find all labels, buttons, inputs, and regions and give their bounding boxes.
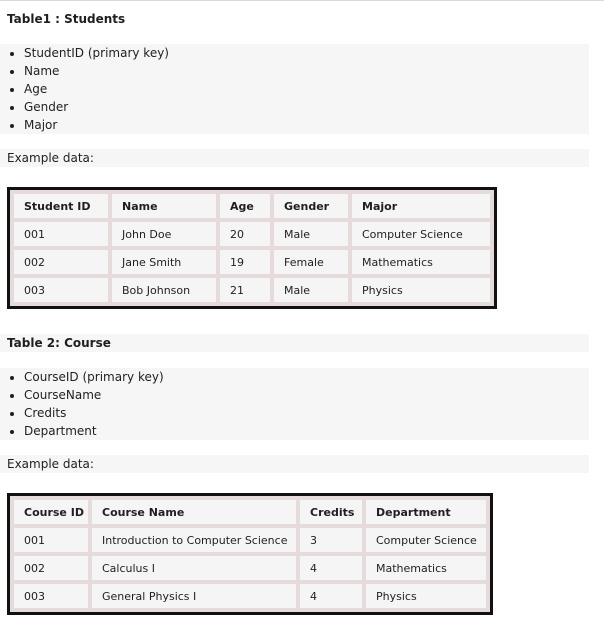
table-cell: Computer Science — [352, 222, 490, 246]
table2-title: Table 2: Course — [7, 336, 111, 350]
table-cell: 4 — [300, 584, 362, 608]
table-cell: John Doe — [112, 222, 216, 246]
table-cell: Male — [274, 278, 348, 302]
table-row — [14, 556, 486, 580]
table-row — [14, 222, 490, 246]
list-item: • Department — [24, 422, 164, 440]
list-item: • Major — [24, 116, 169, 134]
table-header-row — [14, 194, 490, 218]
list-item: • Gender — [24, 98, 169, 116]
top-divider — [0, 0, 604, 1]
table-cell: Jane Smith — [112, 250, 216, 274]
column-header: Age — [220, 194, 270, 218]
column-header: Department — [366, 500, 486, 524]
table-cell: General Physics I — [92, 584, 296, 608]
table1-field-list — [0, 44, 169, 134]
list-item: • Name — [24, 62, 169, 80]
table-cell: Bob Johnson — [112, 278, 216, 302]
column-header: Name — [112, 194, 216, 218]
table-cell: Physics — [366, 584, 486, 608]
column-header: Gender — [274, 194, 348, 218]
list-item: • CourseName — [24, 386, 164, 404]
column-header: Student ID — [14, 194, 108, 218]
table-cell: Introduction to Computer Science — [92, 528, 296, 552]
table1-example-label: Example data: — [7, 151, 94, 165]
table-cell: 20 — [220, 222, 270, 246]
table-cell: Physics — [352, 278, 490, 302]
table-cell: 002 — [14, 556, 88, 580]
students-table — [7, 187, 497, 309]
table-row — [14, 278, 490, 302]
table-cell: Mathematics — [366, 556, 486, 580]
list-item: • Credits — [24, 404, 164, 422]
table1-title: Table1 : Students — [7, 12, 126, 26]
table-row — [14, 528, 486, 552]
table-cell: 4 — [300, 556, 362, 580]
table-cell: 001 — [14, 222, 108, 246]
column-header: Credits — [300, 500, 362, 524]
table-cell: 21 — [220, 278, 270, 302]
table-cell: 001 — [14, 528, 88, 552]
list-item: • CourseID (primary key) — [24, 368, 164, 386]
table-cell: Female — [274, 250, 348, 274]
table-cell: 003 — [14, 584, 88, 608]
table-cell: 19 — [220, 250, 270, 274]
table-row — [14, 584, 486, 608]
list-item: • StudentID (primary key) — [24, 44, 169, 62]
table2-example-label: Example data: — [7, 457, 94, 471]
courses-table — [7, 493, 493, 615]
column-header: Course ID — [14, 500, 88, 524]
table-cell: Mathematics — [352, 250, 490, 274]
table-cell: Calculus I — [92, 556, 296, 580]
column-header: Major — [352, 194, 490, 218]
column-header: Course Name — [92, 500, 296, 524]
table-header-row — [14, 500, 486, 524]
table-cell: 003 — [14, 278, 108, 302]
list-item: • Age — [24, 80, 169, 98]
table-row — [14, 250, 490, 274]
table-cell: 3 — [300, 528, 362, 552]
table-cell: Male — [274, 222, 348, 246]
table2-field-list — [0, 368, 164, 440]
table-cell: Computer Science — [366, 528, 486, 552]
table-cell: 002 — [14, 250, 108, 274]
